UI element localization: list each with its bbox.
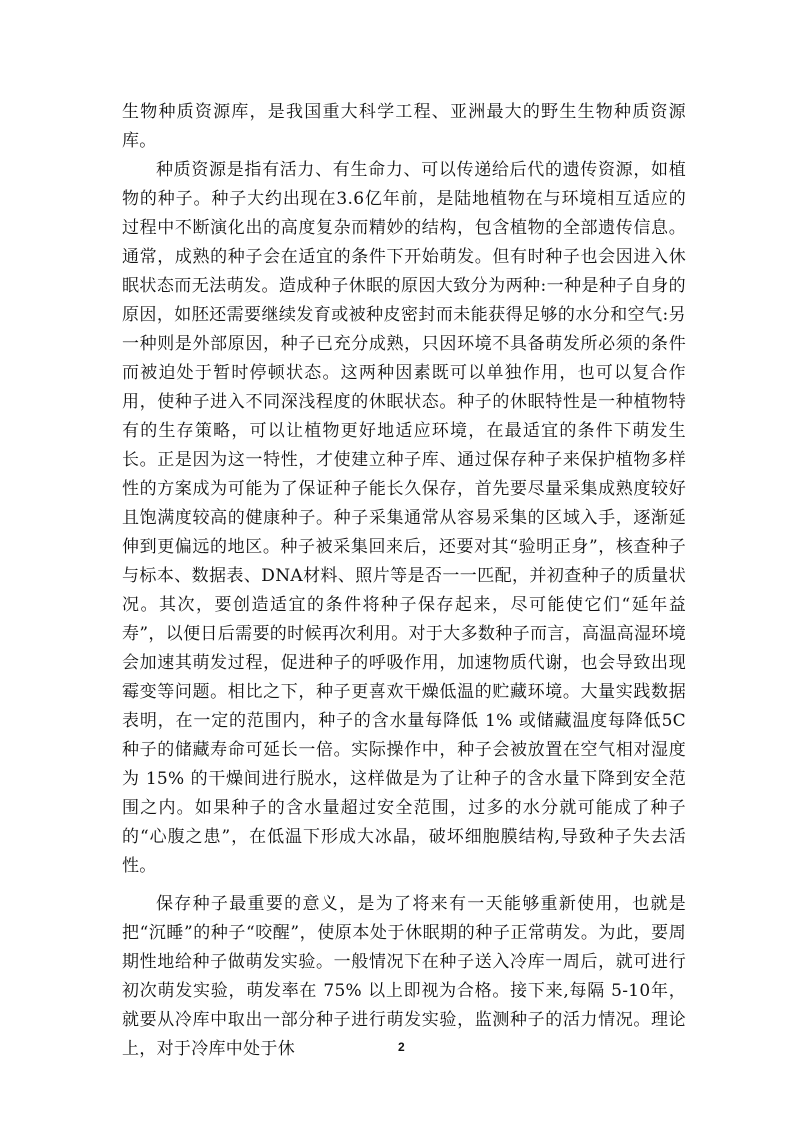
paragraph-seed-dormancy: 种质资源是指有活力、有生命力、可以传递给后代的遗传资源，如植物的种子。种子大约出现在3.6亿年前，是陆地植物在与环境相互适应的过程中不断演化出的高度复杂而精妙的结构，包含植物的全部遗传信息。通常，成熟的种子会在适宜的条件下开始萌发。但有时种子也会因进入休眠状态而无法萌发。造成种子休眠的原因大致分为两种:一种是种子自身的原因，如胚还需要继续发育或被种皮密封而未能获得足够的水分和空气:另一种则是外部原因，种子已充分成熟，只因环境不具备萌发所必须的条件而被迫处于暂时停顿状态。这两种因素既可以单独作用，也可以复合作用，使种子进入不同深浅程度的休眠状态。种子的休眠特性是一种植物特有的生存策略，可以让植物更好地适应环境，在最适宜的条件下萌发生长。正是因为这一特性，才使建立种子库、通过保存种子来保护植物多样性的方案成为可能为了保证种子能长久保存，首先要尽量采集成熟度较好且饱满度较高的健康种子。种子采集通常从容易采集的区域入手，逐渐延伸到更偏远的地区。种子被采集回来后，还要对其“验明正身”，核查种子与标本、数据表、DNA材料、照片等是否一一匹配，并初查种子的质量状况。其次，要创造适宜的条件将种子保存起来，尽可能使它们“延年益寿”，以便日后需要的时候再次利用。对于大多数种子而言，高温高湿环境会加速其萌发过程，促进种子的呼吸作用，加速物质代谢，也会导致出现霉变等问题。相比之下，种子更喜欢干燥低温的贮藏环境。大量实践数据表明，在一定的范围内，种子的含水量每降低 1% 或储藏温度每降低5C种子的储藏寿命可延长一倍。实际操作中，种子会被放置在空气相对湿度为 15% 的干燥间进行脱水，这样做是为了让种子的含水量下降到安全范围之内。如果种子的含水量超过安全范围，过多的水分就可能成了种子的“心腹之患”，在低温下形成大冰晶，破坏细胞膜结构,导致种子失去活性。 [122, 160, 686, 876]
page-number: 2 [398, 1040, 405, 1054]
paragraph-continued: 生物种质资源库，是我国重大科学工程、亚洲最大的野生生物种质资源库。 [122, 102, 686, 151]
paragraph-seed-germination: 保存种子最重要的意义，是为了将来有一天能够重新使用，也就是把“沉睡”的种子“咬醒”，使原本处于休眠期的种子正常萌发。为此，要周期性地给种子做萌发实验。一般情况下在种子送入冷库一周后，就可进行初次萌发实验，萌发率在 75% 以上即视为合格。接下来,每隔 5-10年，就要从冷库中取出一部分种子进行萌发实验，监测种子的活力情况。理论上，对于冷库中处于休 [122, 894, 686, 1059]
body-text [122, 98, 686, 1064]
